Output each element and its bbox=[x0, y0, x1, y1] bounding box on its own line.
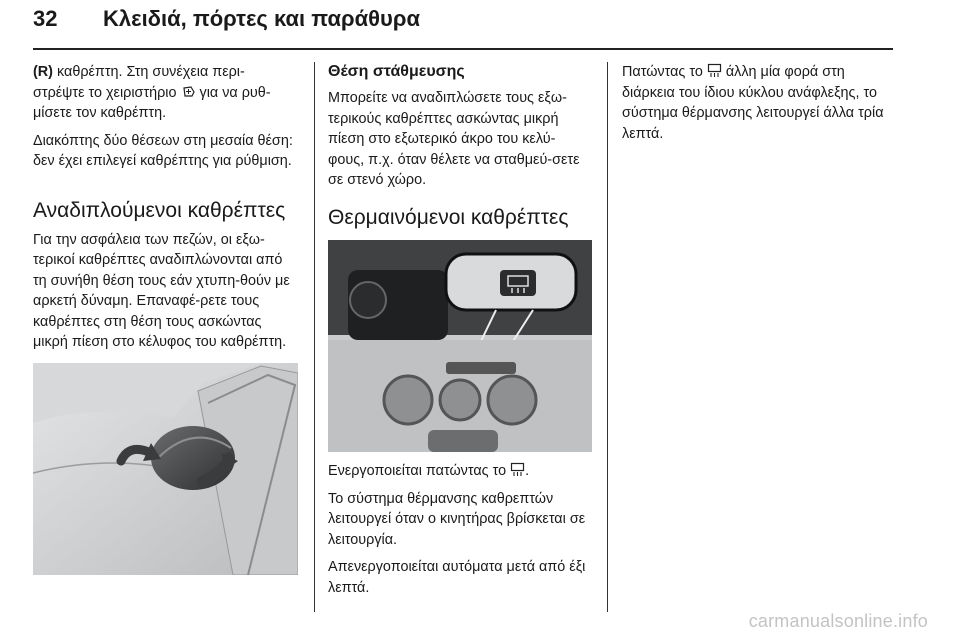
column-3 bbox=[622, 62, 894, 151]
column-2 bbox=[328, 62, 590, 237]
activate-text-a: Ενεργοποιείται πατώντας το bbox=[328, 463, 511, 479]
column-1 bbox=[33, 62, 295, 360]
chapter-title: Κλειδιά, πόρτες και παράθυρα bbox=[103, 6, 420, 31]
paragraph-auto-off: Απενεργοποιείται αυτόματα μετά από έξι λεπτά. bbox=[328, 559, 586, 596]
folding-mirror-illustration bbox=[33, 363, 298, 575]
press-again-text-b: άλλη μία φορά στη διάρκεια του ίδιου κύκλου ανάφλεξης, το σύστημα θέρμανσης λειτουργεί άλλα τρία λεπτά. bbox=[622, 64, 884, 142]
column-2-lower bbox=[328, 461, 590, 605]
paragraph-press-again bbox=[622, 62, 894, 144]
heading-heated-mirrors: Θερμαινόμενοι καθρέπτες bbox=[328, 205, 569, 229]
paragraph-activate bbox=[328, 461, 590, 482]
paragraph-folding: Για την ασφάλεια των πεζών, οι εξω-τερικοί καθρέπτες αναδιπλώνονται από τη συνήθη θέση τους εάν χτυπη-θούν με αρκετή δύναμη. Επαναφέ-ρετε τους καθρέπτες στη θέση τους ασκώντας μικρή πίεση στο κέλυφος του καθρέπτη. bbox=[33, 231, 290, 350]
heated-mirror-button-illustration bbox=[328, 240, 592, 452]
heated-mirror-icon bbox=[510, 462, 525, 477]
page-number: 32 bbox=[33, 6, 58, 31]
paragraph-parking: Μπορείτε να αναδιπλώσετε τους εξω-τερικούς καθρέπτες ασκώντας μικρή πίεση στο εξωτερικό άκρο του κελύ-φους, π.χ. όταν θέλετε να σταθμεύ-σετε σε στενό χώρο. bbox=[328, 90, 580, 188]
page-header bbox=[33, 0, 893, 50]
activate-text-b: . bbox=[525, 463, 530, 479]
intro-bold-label: (R) bbox=[33, 64, 53, 80]
heading-parking-position: Θέση στάθμευσης bbox=[328, 63, 465, 80]
column-divider-1 bbox=[314, 62, 315, 612]
column-divider-2 bbox=[607, 62, 608, 612]
press-again-text-a: Πατώντας το bbox=[622, 64, 707, 80]
paragraph-engine-running: Το σύστημα θέρμανσης καθρεπτών λειτουργεί όταν ο κινητήρας βρίσκεται σε λειτουργία. bbox=[328, 490, 586, 548]
mirror-adjust-icon bbox=[181, 84, 196, 99]
watermark: carmanualsonline.info bbox=[748, 611, 928, 631]
header-divider bbox=[33, 48, 893, 50]
paragraph-switch: Διακόπτης δύο θέσεων στη μεσαία θέση: δεν έχει επιλεγεί καθρέπτης για ρύθμιση. bbox=[33, 132, 293, 169]
heated-mirror-icon bbox=[707, 63, 722, 78]
intro-text-1: καθρέπτη. Στη συνέχεια περι-στρέψτε το χειριστήριο bbox=[33, 64, 245, 101]
heading-folding-mirrors: Αναδιπλούμενοι καθρέπτες bbox=[33, 198, 286, 222]
intro-text-2: για να ρυθ-μίσετε τον καθρέπτη. bbox=[33, 84, 271, 121]
intro-paragraph bbox=[33, 62, 295, 124]
